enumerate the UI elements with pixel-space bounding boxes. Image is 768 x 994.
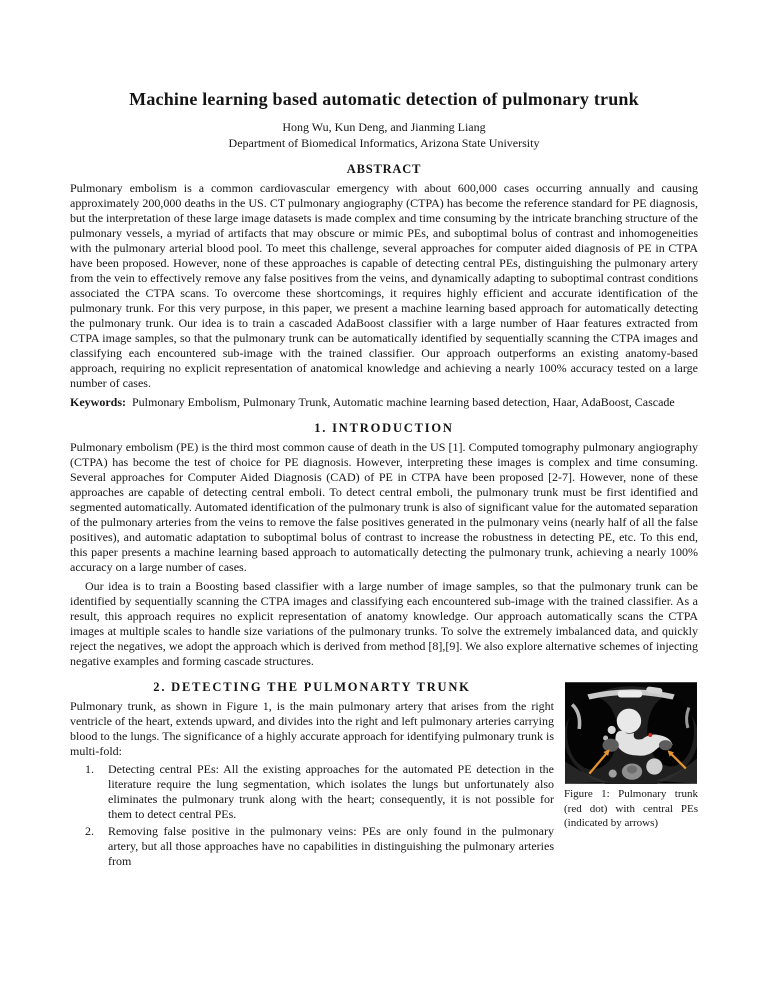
- ct-ascending-aorta: [617, 709, 641, 733]
- list-item-number: 1.: [85, 762, 94, 776]
- page-title: Machine learning based automatic detection of pulmonary trunk: [129, 89, 639, 109]
- list-item: [85, 824, 698, 869]
- introduction-heading: 1. INTRODUCTION: [314, 421, 454, 435]
- ct-right-embolus: [659, 740, 672, 750]
- figure-1: [564, 682, 698, 831]
- keywords-line: [70, 395, 698, 410]
- list-item-text: Detecting central PEs: All the existing approaches for the automated PE detection in the literature require the lung segmentation, which isolates the lungs but unfortunately also eliminates the pulmonary trunk along with the heart; consequently, it is not possible for them to detect central PEs.: [108, 762, 554, 821]
- abstract-text: Pulmonary embolism is a common cardiovascular emergency with about 600,000 cases occurring annually and causing approximately 200,000 deaths in the US. CT pulmonary angiography (CTPA) has become the reference standard for PE diagnosis, but the interpretation of these large image datasets is made complex and time consuming by the intricate branching structure of the pulmonary vessels, a myriad of artifacts that may obscure or mimic PEs, and suboptimal bolus of contrast and inhomogeneities with the pulmonary arterial blood pool. To meet this challenge, several approaches for computer aided diagnosis of PE in CTPA have been proposed. However, none of these approaches is capable of detecting central PEs, distinguishing the pulmonary artery from the vein to effectively remove any false positives from the veins, and dynamically adapting to suboptimal contrast conditions associated the CTPA scans. To overcome these shortcomings, it requires highly efficient and accurate identification of the pulmonary trunk. For this very purpose, in this paper, we present a machine learning based approach for automatically detecting the pulmonary trunk. Our idea is to train a cascaded AdaBoost classifier with a large number of Haar features extracted from CTPA image samples, so that the pulmonary trunk can be automatically identified by sequentially scanning the CTPA images and classifying each encountered sub-image with the trained classifier. Our approach outperforms an existing anatomy-based approach, requiring no explicit representation of anatomical knowledge and achieving a nearly 100% accuracy tested on a large number of cases.: [70, 181, 698, 390]
- byline: [70, 119, 698, 151]
- keywords-text: Pulmonary Embolism, Pulmonary Trunk, Automatic machine learning based detection, Haar, AdaBoost, Cascade: [132, 395, 675, 409]
- ct-descending-aorta: [646, 758, 662, 774]
- introduction-paragraph-2: Our idea is to train a Boosting based classifier with a large number of image samples, so that the pulmonary trunk can be identified by sequentially scanning the CTPA images and classifying each encountered sub-image with the trained classifier. As a result, this approach requires no explicit representation of anatomy knowledge. Our approach automatically scans the CTPA images at multiple scales to handle size variations of the pulmonary trunks. To solve the extremely imbalanced data, and quickly reject the negatives, we adopt the approach which is derived from method [8],[9]. We also explore alternative schemes of injecting negative examples and forming cascade structures.: [70, 579, 698, 668]
- section-2: [70, 680, 698, 869]
- ct-right-lung: [647, 695, 694, 766]
- list-item-number: 2.: [85, 824, 94, 838]
- affiliation: Department of Biomedical Informatics, Arizona State University: [228, 136, 540, 150]
- figure1-ct-image: [565, 682, 697, 784]
- section2-paragraph-1: Pulmonary trunk, as shown in Figure 1, is the main pulmonary artery that arises from the right ventricle of the heart, extends upward, and divides into the right and left pulmonary arteries carrying blood to the lungs. The significance of a highly accurate approach for identifying pulmonary trunk is multi-fold:: [70, 699, 554, 758]
- pulmonary-trunk-marker: [648, 733, 652, 737]
- figure1-caption: Figure 1: Pulmonary trunk (red dot) with central PEs (indicated by arrows): [564, 788, 698, 829]
- introduction-paragraph-1: Pulmonary embolism (PE) is the third most common cause of death in the US [1]. Computed tomography pulmonary angiography (CTPA) has become the test of choice for PE diagnosis. However, interpreting these images is complex and time consuming. Several approaches for Computer Aided Diagnosis (CAD) of PE in CTPA have been proposed [2-7]. However, none of these approaches are capable of detecting central emboli. To detect central emboli, the pulmonary trunk must be first identified and segmented automatically. Automated identification of the pulmonary trunk is also of significant value for the automated separation of the pulmonary arteries from the veins to remove the false positives generated in the pulmonary veins (nearly half of all the false positives), and automatic adaptation to suboptimal bolus of contrast to increase the robustness in detecting PE, etc. To this end, this paper presents a machine learning based approach to automatically detecting the pulmonary trunk, achieving a nearly 100% accuracy on a large number of cases.: [70, 440, 698, 574]
- list-item-text: Removing false positive in the pulmonary veins: PEs are only found in the pulmonary artery, but all those approaches have no capabilities in distinguishing the pulmonary arteries from: [108, 824, 554, 868]
- ct-left-embolus: [603, 739, 619, 752]
- keywords-label: Keywords:: [70, 395, 126, 409]
- abstract-heading: ABSTRACT: [346, 162, 422, 176]
- section2-heading: 2. DETECTING THE PULMONARTY TRUNK: [153, 680, 471, 694]
- authors: Hong Wu, Kun Deng, and Jianming Liang: [282, 120, 486, 134]
